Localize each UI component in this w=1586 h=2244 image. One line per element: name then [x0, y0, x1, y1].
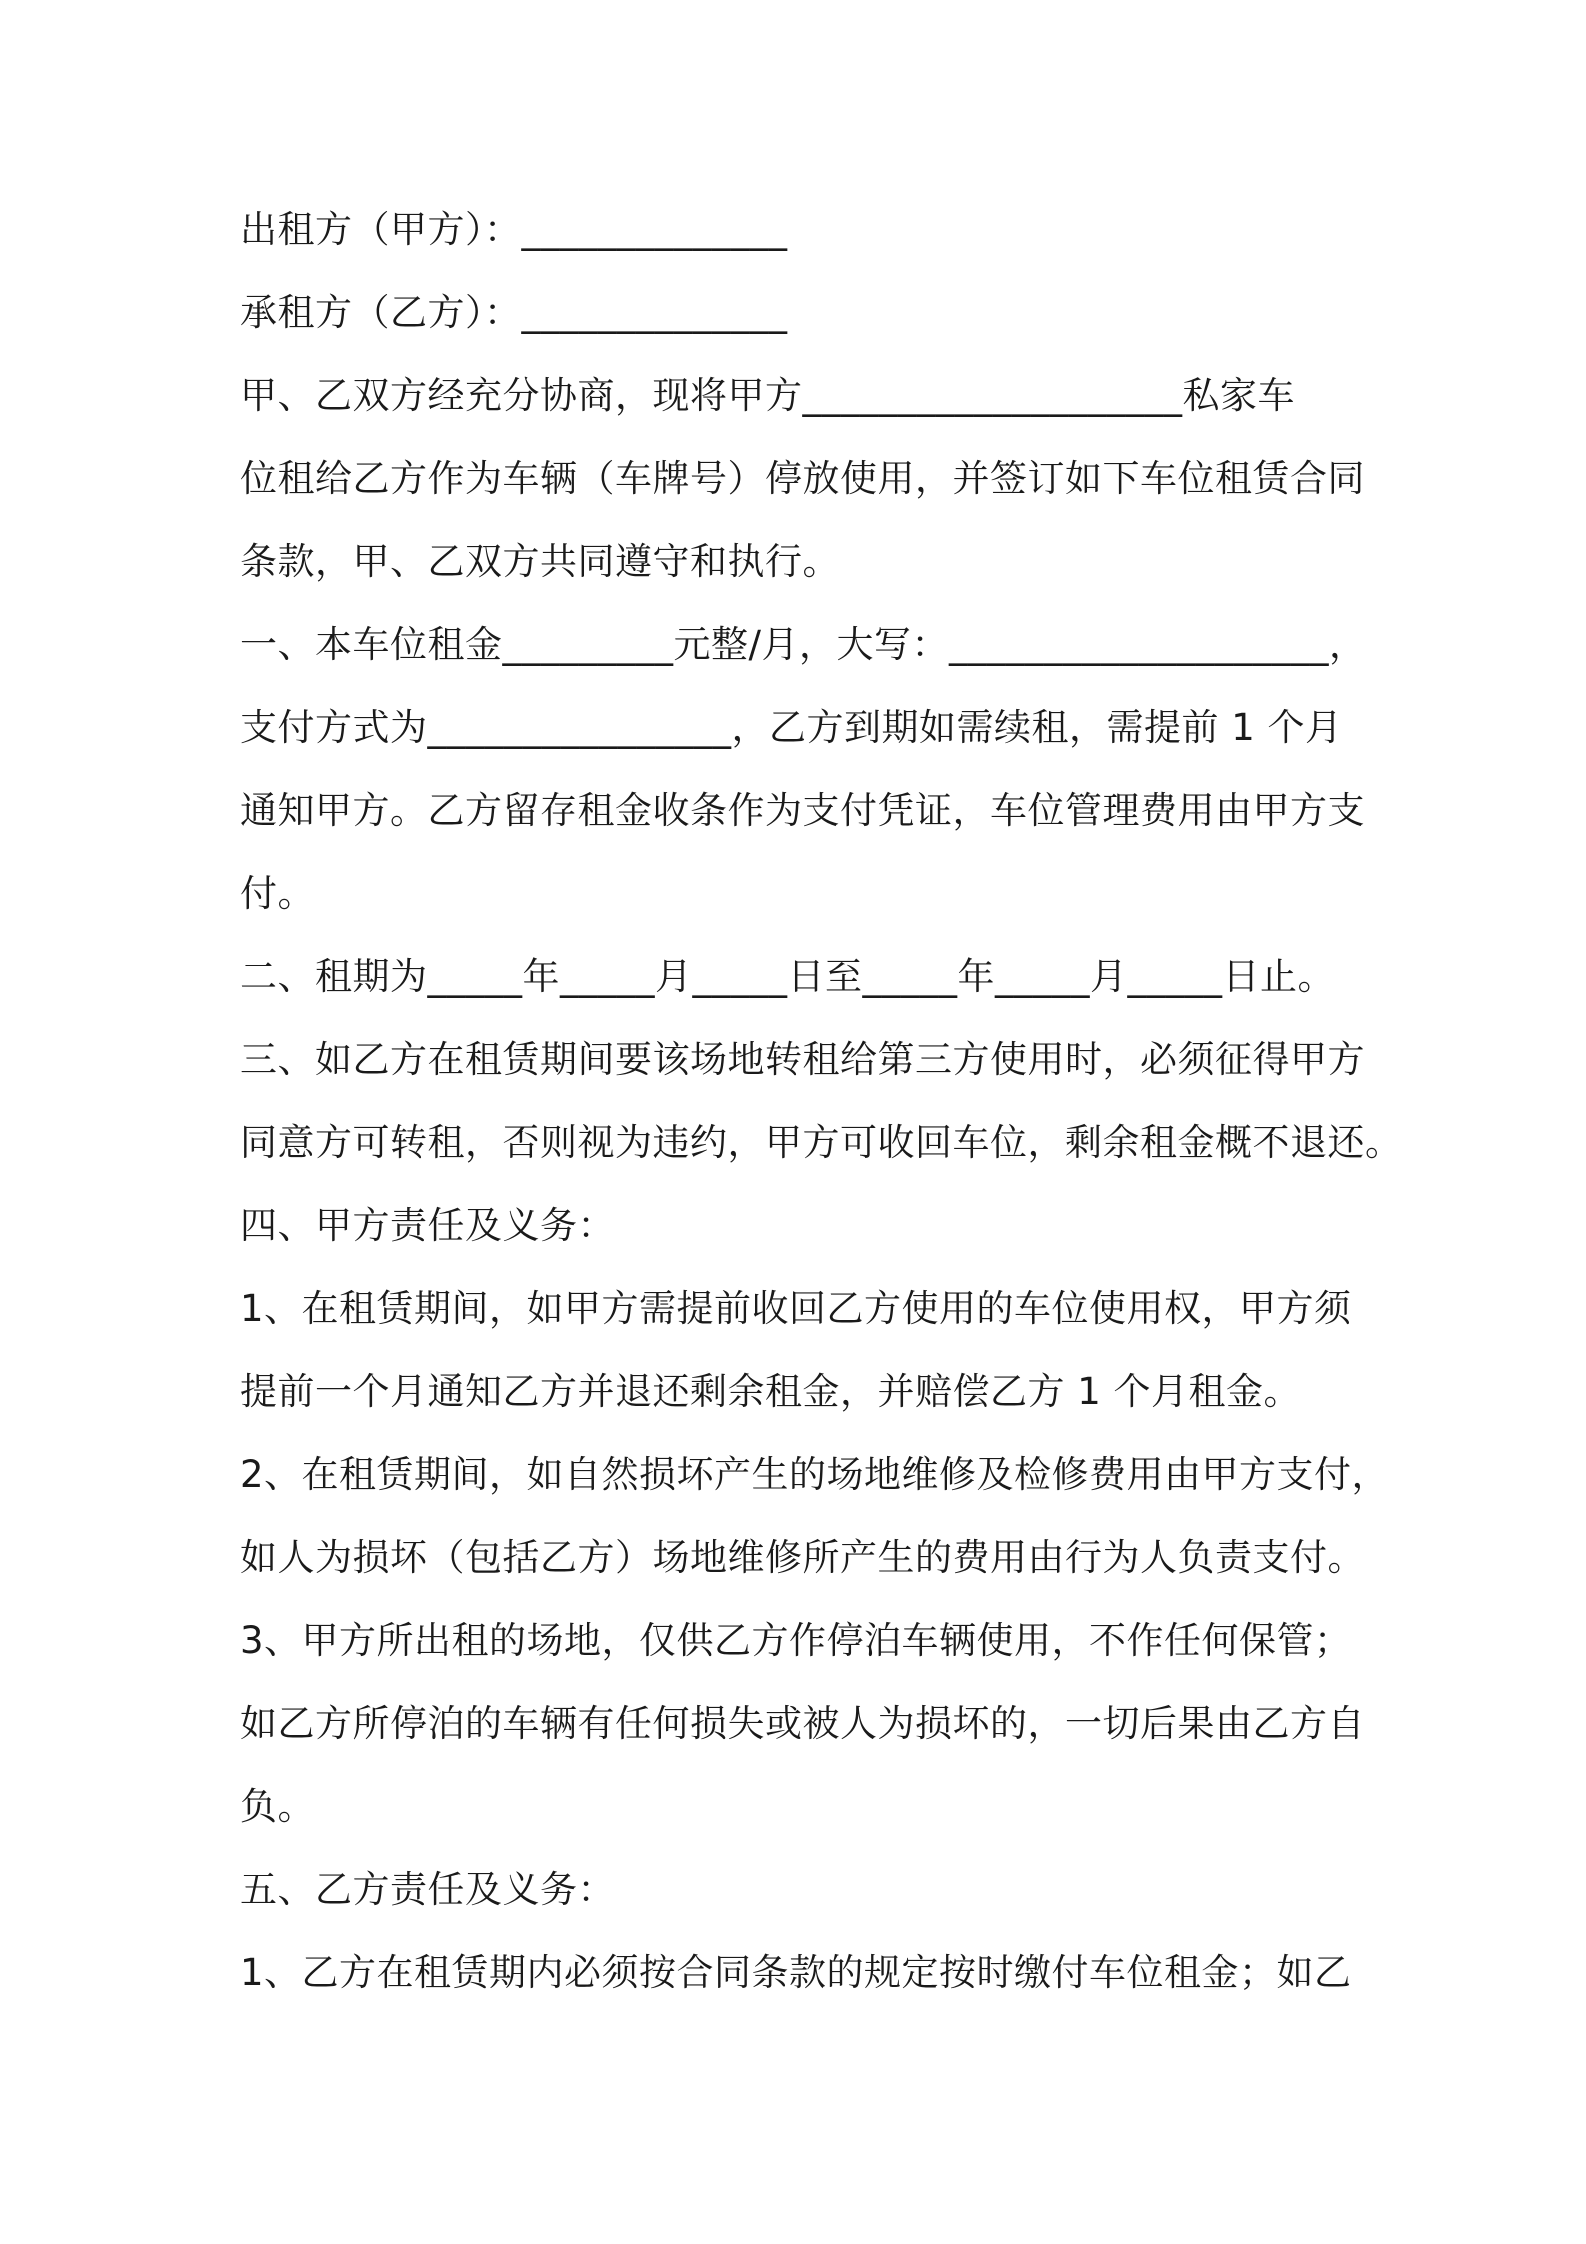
clause-1-line-2: 支付方式为________________，乙方到期如需续租，需提前 1 个月	[240, 706, 1343, 749]
intro-paragraph-line-3: 条款，甲、乙双方共同遵守和执行。	[240, 540, 840, 583]
section-4-item-3-line-3: 负。	[240, 1785, 315, 1828]
clause-1-line-1: 一、本车位租金_________元整/月，大写：____________________，	[240, 623, 1367, 666]
clause-1-line-3: 通知甲方。乙方留存租金收条作为支付凭证，车位管理费用由甲方支	[240, 789, 1365, 832]
section-4-item-3-line-2: 如乙方所停泊的车辆有任何损失或被人为损坏的，一切后果由乙方自	[240, 1702, 1365, 1745]
lessor-line: 出租方（甲方）：______________	[240, 208, 788, 251]
intro-paragraph-line-2: 位租给乙方作为车辆（车牌号）停放使用，并签订如下车位租赁合同	[240, 457, 1365, 500]
clause-3-line-1: 三、如乙方在租赁期间要该场地转租给第三方使用时，必须征得甲方	[240, 1038, 1365, 1081]
section-4-item-2-line-2: 如人为损坏（包括乙方）场地维修所产生的费用由行为人负责支付。	[240, 1536, 1365, 1579]
section-5-item-1-line-1: 1、乙方在租赁期内必须按合同条款的规定按时缴付车位租金；如乙	[240, 1951, 1352, 1994]
section-4-item-2-line-1: 2、在租赁期间，如自然损坏产生的场地维修及检修费用由甲方支付，	[240, 1453, 1390, 1496]
section-4-item-1-line-2: 提前一个月通知乙方并退还剩余租金，并赔偿乙方 1 个月租金。	[240, 1370, 1302, 1413]
section-4-heading: 四、甲方责任及义务：	[240, 1204, 615, 1247]
intro-paragraph-line-1: 甲、乙双方经充分协商，现将甲方____________________私家车	[240, 374, 1295, 417]
section-4-item-1-line-1: 1、在租赁期间，如甲方需提前收回乙方使用的车位使用权，甲方须	[240, 1287, 1352, 1330]
lessee-line: 承租方（乙方）：______________	[240, 291, 788, 334]
section-4-item-3-line-1: 3、甲方所出租的场地，仅供乙方作停泊车辆使用，不作任何保管；	[240, 1619, 1352, 1662]
section-5-heading: 五、乙方责任及义务：	[240, 1868, 615, 1911]
clause-1-line-4: 付。	[240, 872, 315, 915]
clause-3-line-2: 同意方可转租，否则视为违约，甲方可收回车位，剩余租金概不退还。	[240, 1121, 1403, 1164]
clause-2-line: 二、租期为_____年_____月_____日至_____年_____月_____日止。	[240, 955, 1335, 998]
